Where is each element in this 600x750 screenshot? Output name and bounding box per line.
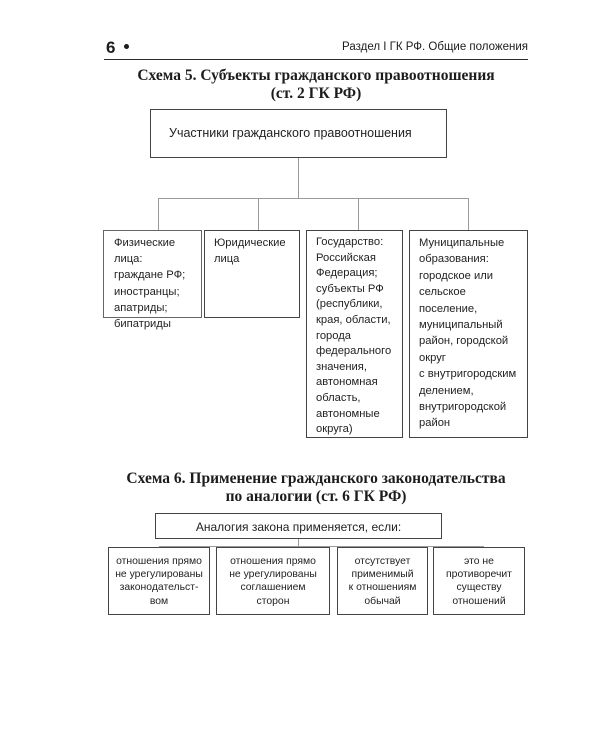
category-lines: [114, 235, 185, 332]
category-line: субъекты РФ: [316, 282, 384, 295]
category-box-state: [306, 230, 403, 438]
category-line: автономная: [316, 376, 378, 389]
condition-line: отношения прямо: [230, 556, 316, 567]
condition-line: это не: [464, 556, 494, 567]
header-rule: [104, 59, 528, 60]
category-line: городское или: [419, 269, 493, 282]
condition-box: [216, 547, 330, 615]
condition-lines: [109, 555, 209, 608]
category-line: апатриды;: [114, 301, 168, 314]
connector: [298, 158, 299, 198]
condition-line: отношения прямо: [116, 556, 202, 567]
category-line: округ: [419, 351, 446, 364]
category-box-individuals: [103, 230, 202, 331]
category-line: Федерация;: [316, 267, 378, 280]
condition-line: существу: [456, 582, 502, 594]
category-line: Муниципальные: [419, 237, 505, 249]
condition-line: не урегулированы: [229, 569, 317, 581]
bullet-separator: [124, 44, 129, 49]
category-line: Юридические: [214, 237, 286, 249]
category-line: образования:: [419, 253, 489, 266]
connector: [158, 198, 159, 232]
category-line: лица: [214, 253, 240, 266]
category-lines: [419, 235, 516, 432]
scheme6-root-box: [155, 513, 442, 539]
scheme6-title-line: Схема 6. Применение гражданского законодательства: [126, 470, 506, 487]
condition-line: соглашением: [240, 582, 306, 594]
scheme5-title: [100, 67, 532, 103]
connector: [258, 198, 259, 232]
condition-lines: [217, 555, 329, 608]
connector: [358, 198, 359, 232]
category-line: бипатриды: [114, 318, 171, 331]
condition-line: отсутствует: [354, 556, 411, 567]
category-line: (республики,: [316, 298, 383, 311]
category-line: иностранцы;: [114, 285, 180, 298]
condition-line: применимый: [351, 569, 414, 581]
category-line: делением,: [419, 384, 474, 397]
scheme6-title: [100, 470, 532, 506]
category-line: Российская: [316, 251, 376, 264]
category-line: внутригородской: [419, 401, 507, 414]
category-lines: [214, 235, 286, 267]
condition-line: законодательст-: [119, 582, 199, 594]
category-line: с внутригородским: [419, 368, 517, 381]
condition-line: сторон: [256, 595, 290, 607]
category-line: область,: [316, 391, 361, 404]
scheme5-root-box: [150, 109, 447, 158]
scheme5-title-line: Схема 5. Субъекты гражданского правоотношения: [137, 67, 495, 84]
category-box-municipalities: [409, 230, 528, 438]
category-line: Физические: [114, 237, 176, 249]
condition-line: противоречит: [446, 569, 512, 581]
condition-line: отношений: [452, 595, 506, 607]
page-number: 6: [106, 38, 116, 57]
category-line: лица:: [114, 253, 143, 266]
condition-line: не урегулированы: [115, 569, 203, 581]
condition-line: обычай: [364, 595, 401, 607]
condition-box: [337, 547, 428, 615]
category-line: сельское: [419, 286, 466, 299]
condition-line: к отношениям: [348, 582, 417, 594]
connector: [158, 198, 468, 199]
condition-box: [433, 547, 525, 615]
connector: [468, 198, 469, 232]
condition-lines: [434, 555, 524, 608]
category-line: автономные: [316, 407, 380, 420]
category-line: Государство:: [316, 236, 384, 248]
category-box-legal-entities: [204, 230, 300, 318]
scheme5-root-label: Участники гражданского правоотношения: [169, 126, 412, 140]
condition-line: вом: [149, 595, 169, 607]
category-line: поселение,: [419, 302, 478, 315]
category-line: города: [316, 329, 352, 342]
category-lines: [316, 235, 391, 438]
category-line: муниципальный: [419, 319, 503, 332]
running-head: Раздел I ГК РФ. Общие положения: [342, 41, 528, 53]
scheme6-title-line: по аналогии (ст. 6 ГК РФ): [225, 488, 407, 505]
scheme5-title-line: (ст. 2 ГК РФ): [270, 85, 362, 102]
connector: [298, 539, 299, 546]
condition-box: [108, 547, 210, 615]
category-line: район: [419, 417, 451, 430]
category-line: края, области,: [316, 313, 391, 326]
condition-lines: [338, 555, 427, 608]
category-line: округа): [316, 423, 353, 436]
category-line: значения,: [316, 360, 367, 373]
category-line: граждане РФ;: [114, 269, 186, 282]
category-line: район, городской: [419, 335, 509, 348]
scheme6-root-label: Аналогия закона применяется, если:: [195, 520, 402, 534]
category-line: федерального: [316, 345, 392, 358]
